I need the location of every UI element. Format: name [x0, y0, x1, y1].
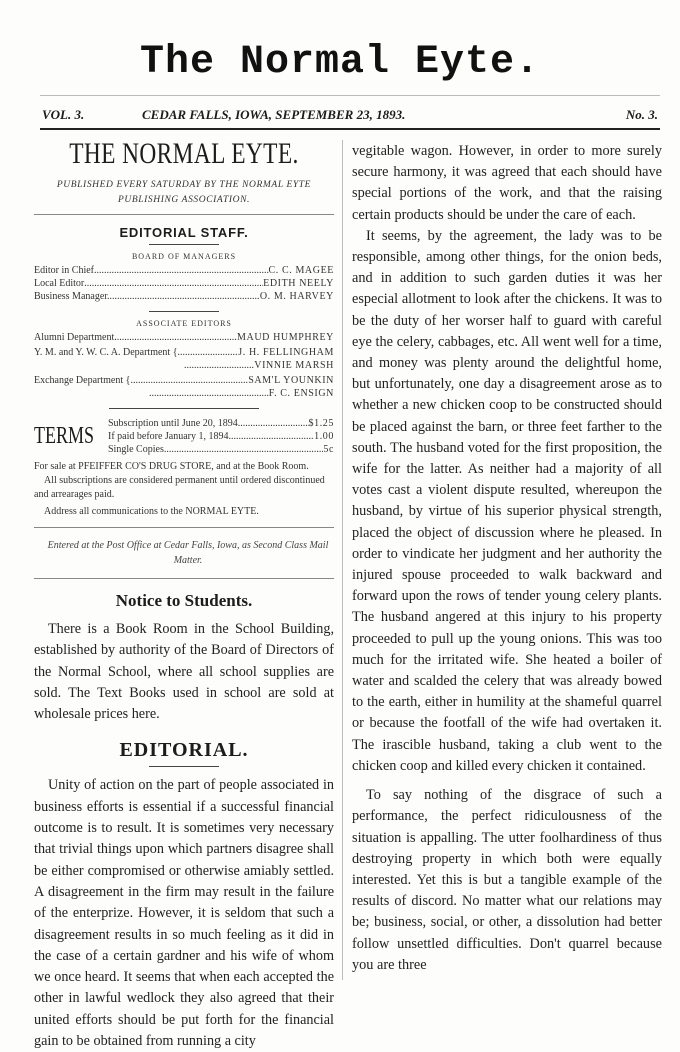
- terms: [34, 417, 334, 456]
- staff-row: [34, 374, 334, 387]
- terms-item: Single Copies: [108, 444, 164, 455]
- staff-row: [34, 264, 334, 277]
- divider: [34, 578, 334, 579]
- terms-row: [108, 443, 334, 456]
- staff-role: Business Manager.: [34, 291, 110, 302]
- article-paragraph: To say nothing of the disgrace of such a performance, the perfect ridiculousness of the situation is appalling. The utter foolhardiness of thus destroying property in which both were equally interested. Yet this is but a tangible example of the results of discord. No matter what our relations may be; business, social, or other, a dissolution had better follow unsettled difficulties. Don't quarrel because you are three: [352, 787, 662, 973]
- staff-name: MAUD HUMPHREY: [237, 332, 334, 343]
- place-date: CEDAR FALLS, IOWA, SEPTEMBER 23, 1893.: [142, 107, 406, 122]
- terms-row: [108, 417, 334, 430]
- staff-name: J. H. FELLINGHAM: [238, 347, 334, 358]
- article-paragraph: vegitable wagon. However, in order to more surely secure harmony, it was agreed that each should have special portions of the work, and that the raising certain products should be under the care of each.: [352, 143, 662, 223]
- staff-row: [34, 277, 334, 290]
- published-line-2: PUBLISHING ASSOCIATION.: [117, 195, 251, 205]
- staff-role: Y. M. and Y. W. C. A. Department {: [34, 347, 178, 358]
- address-note: Address all communications to the NORMAL EYTE.: [44, 506, 259, 517]
- terms-price: 1.00: [314, 431, 334, 442]
- terms-item: Subscription until June 20, 1894: [108, 418, 238, 429]
- column-divider: [342, 140, 343, 980]
- paper-title: THE NORMAL EYTE.: [69, 137, 299, 170]
- staff-row: [34, 387, 334, 400]
- divider: [149, 766, 219, 767]
- left-column: [34, 136, 334, 1052]
- board-list: [34, 264, 334, 303]
- divider: [149, 311, 219, 312]
- terms-price: $1.25: [308, 418, 334, 429]
- terms-price: 5c: [323, 444, 334, 455]
- staff-row: [34, 331, 334, 344]
- divider: [109, 408, 259, 409]
- subscriptions-note: All subscriptions are considered permanent until ordered discontinued and arrearages paid.: [34, 475, 325, 500]
- staff-role: Alumni Department: [34, 332, 115, 343]
- staff-role: Editor in Chief: [34, 265, 94, 276]
- notice-body: There is a Book Room in the School Building, established by authority of the Board of Directors of the Normal School, where all school supplies are sold. The Text Books used in school are sold at wholesale prices here.: [34, 621, 334, 723]
- article-paragraph: It seems, by the agreement, the lady was to be responsible, among other things, for the onion beds, and in addition to such garden duties it was her especial allotment to look after the chickens. It was to be the duty of her worser half to guard with careful eye the celery, cabbages, etc. All went well for a time, and money was plenty around the delightful home, but unfortunately, one day a disagreement arose as to whether a new chicken coop to be constructed should be placed against the barn, or three feet farther to the south. The husband voted for the first proposition, the wife for the latter. As neither had a majority of all votes cast a violent dispute resulted, whereupon the husband, by virtue of his superior physical strength, placed the object of discussion where he pleased. In order to vindicate her judgment and her authority the injured spouse proceeded to walk backward and forward upon the rows of tender young celery plants. The husband angered at this injury to his property proceeded to pull up the young onions. This was too much for the irritated wife. She heated a boiler of water and scalded the celery that was already bowed to the earth, either in humility at the shameful quarrel or because the footfall of the wife had overtaken it. The irascible husband, taking a club went to the chicken coop and killed every chicken it contained.: [352, 227, 662, 774]
- staff-name: F. C. ENSIGN: [268, 388, 334, 399]
- masthead-rule: [40, 95, 660, 96]
- staff-row: [34, 290, 334, 303]
- board-heading: BOARD OF MANAGERS: [131, 252, 237, 261]
- staff-name: C. C. MAGEE: [268, 265, 334, 276]
- dateline-rule: [40, 128, 660, 130]
- masthead-title: The Normal Eyte.: [139, 40, 541, 85]
- staff-row: [34, 359, 334, 372]
- staff-row: [34, 346, 334, 359]
- staff-role: Exchange Department {: [34, 375, 131, 386]
- editorial-body: Unity of action on the part of people associated in business efforts is essential if a successful financial outcome is to result. It is sometimes very necessary that trivial things upon which partners disagree shall be either compromised or otherwise amiably settled. A disagreement in the firm may result in the failure of the enterprize. However, it is seldom that such a disagreement results in so much feeling as it did in the case of a certain gardner and his wife of whom we once heard. It seems that when each accepted the other in lawful wedlock they also agreed that their united efforts should be put forth for the financial gain to be obtained from running a city: [34, 777, 334, 1050]
- staff-name: VINNIE MARSH: [254, 360, 334, 371]
- notice-heading: Notice to Students.: [115, 591, 253, 610]
- associates-list: [34, 331, 334, 400]
- terms-row: [108, 430, 334, 443]
- divider: [34, 527, 334, 528]
- divider: [149, 244, 219, 245]
- for-sale-note: For sale at PFEIFFER CO'S DRUG STORE, and at the Book Room.: [34, 461, 309, 472]
- staff-name: O. M. HARVEY: [259, 291, 334, 302]
- divider: [34, 214, 334, 215]
- terms-label: TERMS: [34, 423, 95, 449]
- issue-number: No. 3.: [625, 107, 658, 122]
- staff-name: SAM'L YOUNKIN: [248, 375, 334, 386]
- staff-name: EDITH NEELY: [263, 278, 334, 289]
- staff-role: Local Editor: [34, 278, 85, 289]
- entered-note: Entered at the Post Office at Cedar Falls, Iowa, as Second Class Mail Matter.: [47, 540, 329, 566]
- associates-heading: ASSOCIATE EDITORS: [136, 319, 232, 328]
- right-column: [352, 141, 662, 976]
- published-line-1: PUBLISHED EVERY SATURDAY BY THE NORMAL EYTE: [56, 180, 312, 190]
- volume: VOL. 3.: [42, 107, 85, 122]
- editorial-heading: EDITORIAL.: [119, 739, 249, 762]
- staff-heading: EDITORIAL STAFF.: [119, 225, 249, 240]
- terms-item: If paid before January 1, 1894: [108, 431, 229, 442]
